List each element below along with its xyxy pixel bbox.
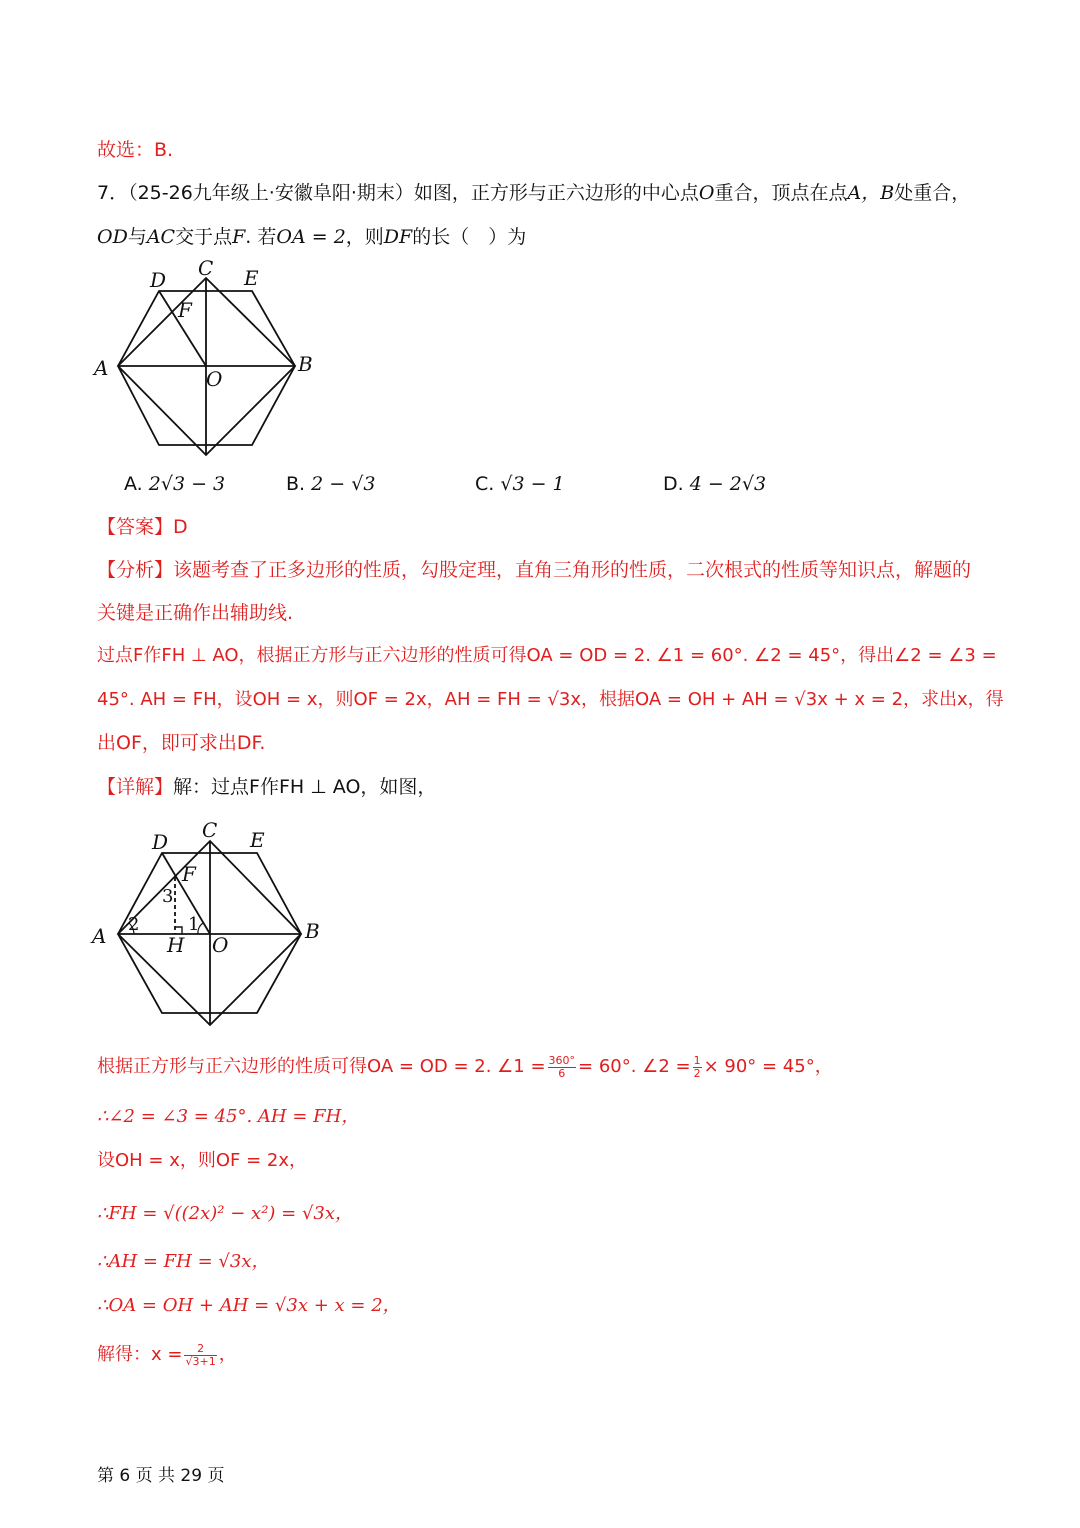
option-letter: D. — [663, 473, 684, 495]
q-math-ab: A，B — [847, 182, 895, 204]
label-o: O — [212, 933, 229, 957]
frac-numerator: 360° — [548, 1053, 576, 1067]
q-text: 如图，正方形与正六边形的中心点 — [413, 182, 699, 204]
q-math-od: OD — [97, 226, 128, 248]
step-text: 根据正方形与正六边形的性质可得OA = OD = 2. ∠1 = — [97, 1056, 546, 1077]
label-h: H — [167, 933, 185, 957]
frac-numerator: 2 — [184, 1343, 216, 1356]
label-b: B — [298, 352, 313, 376]
label-angle-2: 2 — [128, 914, 140, 935]
option-value: 2 − √3 — [311, 473, 376, 495]
question-number: 7． — [97, 182, 129, 204]
label-e: E — [250, 828, 265, 852]
q-text: 交于点 — [175, 226, 233, 248]
answer-tag: 【答案】 — [97, 516, 174, 538]
question-source: （25-26九年级上·安徽阜阳·期末） — [128, 182, 414, 204]
fraction-360-6 — [548, 1055, 577, 1080]
option-letter: C. — [475, 473, 495, 495]
option-d — [663, 471, 766, 497]
page-footer: 第 6 页 共 29 页 — [97, 1466, 225, 1486]
label-angle-3: 3 — [162, 886, 174, 907]
answer-value: D — [173, 516, 188, 538]
analysis-line-2: 关键是正确作出辅助线. — [97, 602, 294, 624]
q-text: . 若 — [245, 226, 277, 248]
q-math-df: DF — [383, 226, 413, 248]
q-text: 重合，顶点在点 — [714, 182, 848, 204]
option-value: 4 − 2√3 — [689, 473, 767, 495]
solution-step-7 — [97, 1342, 237, 1368]
option-a — [124, 471, 225, 497]
q-text: 与 — [127, 226, 147, 248]
q-text: 处重合， — [894, 182, 971, 204]
option-letter: A. — [124, 473, 143, 495]
solution-step-4: ∴FH = √((2x)² − x²) = √3x， — [97, 1203, 354, 1224]
solution-step-5: ∴AH = FH = √3x， — [97, 1251, 270, 1272]
q-text: ，则 — [345, 226, 384, 248]
question-line-2 — [97, 224, 526, 250]
label-o: O — [206, 367, 223, 391]
answer-line — [97, 514, 188, 540]
q-math-f: F — [232, 226, 246, 248]
solution-step-6: ∴OA = OH + AH = √3x + x = 2， — [97, 1295, 401, 1316]
q-math-ac: AC — [146, 226, 176, 248]
figure-2-with-auxiliary-line — [90, 817, 340, 1032]
label-e: E — [244, 266, 259, 290]
fraction-1-2 — [693, 1055, 702, 1080]
option-value: √3 − 1 — [500, 473, 565, 495]
detail-tag: 【详解】 — [97, 776, 174, 798]
label-c: C — [198, 256, 214, 280]
analysis-line-3: 过点F作FH ⊥ AO，根据正方形与正六边形的性质可得OA = OD = 2. ∠1 = 60°. ∠2 = 45°，得出∠2 = ∠3 = — [97, 645, 997, 666]
label-a: A — [92, 924, 107, 948]
analysis-text: 该题考查了正多边形的性质，勾股定理，直角三角形的性质，二次根式的性质等知识点，解题的 — [173, 559, 972, 581]
frac-numerator: 1 — [693, 1053, 701, 1067]
question-line-1 — [97, 180, 970, 206]
solution-step-1 — [97, 1054, 833, 1080]
label-c: C — [202, 818, 218, 842]
option-value: 2√3 − 3 — [148, 473, 226, 495]
q-math-o: O — [698, 182, 715, 204]
option-letter: B. — [286, 473, 306, 495]
q-math-oa: OA = 2 — [276, 226, 346, 248]
label-d: D — [152, 830, 169, 854]
previous-answer: 故选：B. — [97, 139, 174, 161]
analysis-line-5: 出OF，即可求出DF. — [97, 732, 266, 754]
analysis-tag: 【分析】 — [97, 559, 174, 581]
option-b — [286, 471, 375, 497]
fraction-result — [184, 1343, 216, 1368]
analysis-line-1 — [97, 557, 971, 583]
step-text: 解得：x = — [97, 1344, 183, 1365]
frac-denominator: √3+1 — [185, 1354, 216, 1368]
frac-denominator: 2 — [693, 1066, 701, 1080]
label-f: F — [182, 862, 196, 886]
label-b: B — [305, 919, 320, 943]
label-d: D — [150, 268, 167, 292]
option-c — [475, 471, 565, 497]
solution-step-3: 设OH = x，则OF = 2x， — [97, 1150, 308, 1171]
detail-line — [97, 774, 436, 800]
q-text: 的长（ ）为 — [412, 226, 527, 248]
label-a: A — [94, 356, 109, 380]
solution-step-2: ∴∠2 = ∠3 = 45°. AH = FH， — [97, 1106, 360, 1127]
figure-1-hexagon-square — [90, 255, 330, 465]
step-text: ， — [218, 1344, 237, 1365]
step-text: = 60°. ∠2 = — [578, 1056, 691, 1077]
step-text: × 90° = 45°， — [703, 1056, 833, 1077]
label-angle-1: 1 — [188, 914, 200, 935]
analysis-line-4: 45°. AH = FH，设OH = x，则OF = 2x，AH = FH = √3x，根据OA = OH + AH = √3x + x = 2，求出x，得 — [97, 689, 1004, 710]
label-f: F — [178, 298, 192, 322]
detail-text: 解：过点F作FH ⊥ AO，如图， — [173, 776, 437, 798]
frac-denominator: 6 — [558, 1066, 566, 1080]
